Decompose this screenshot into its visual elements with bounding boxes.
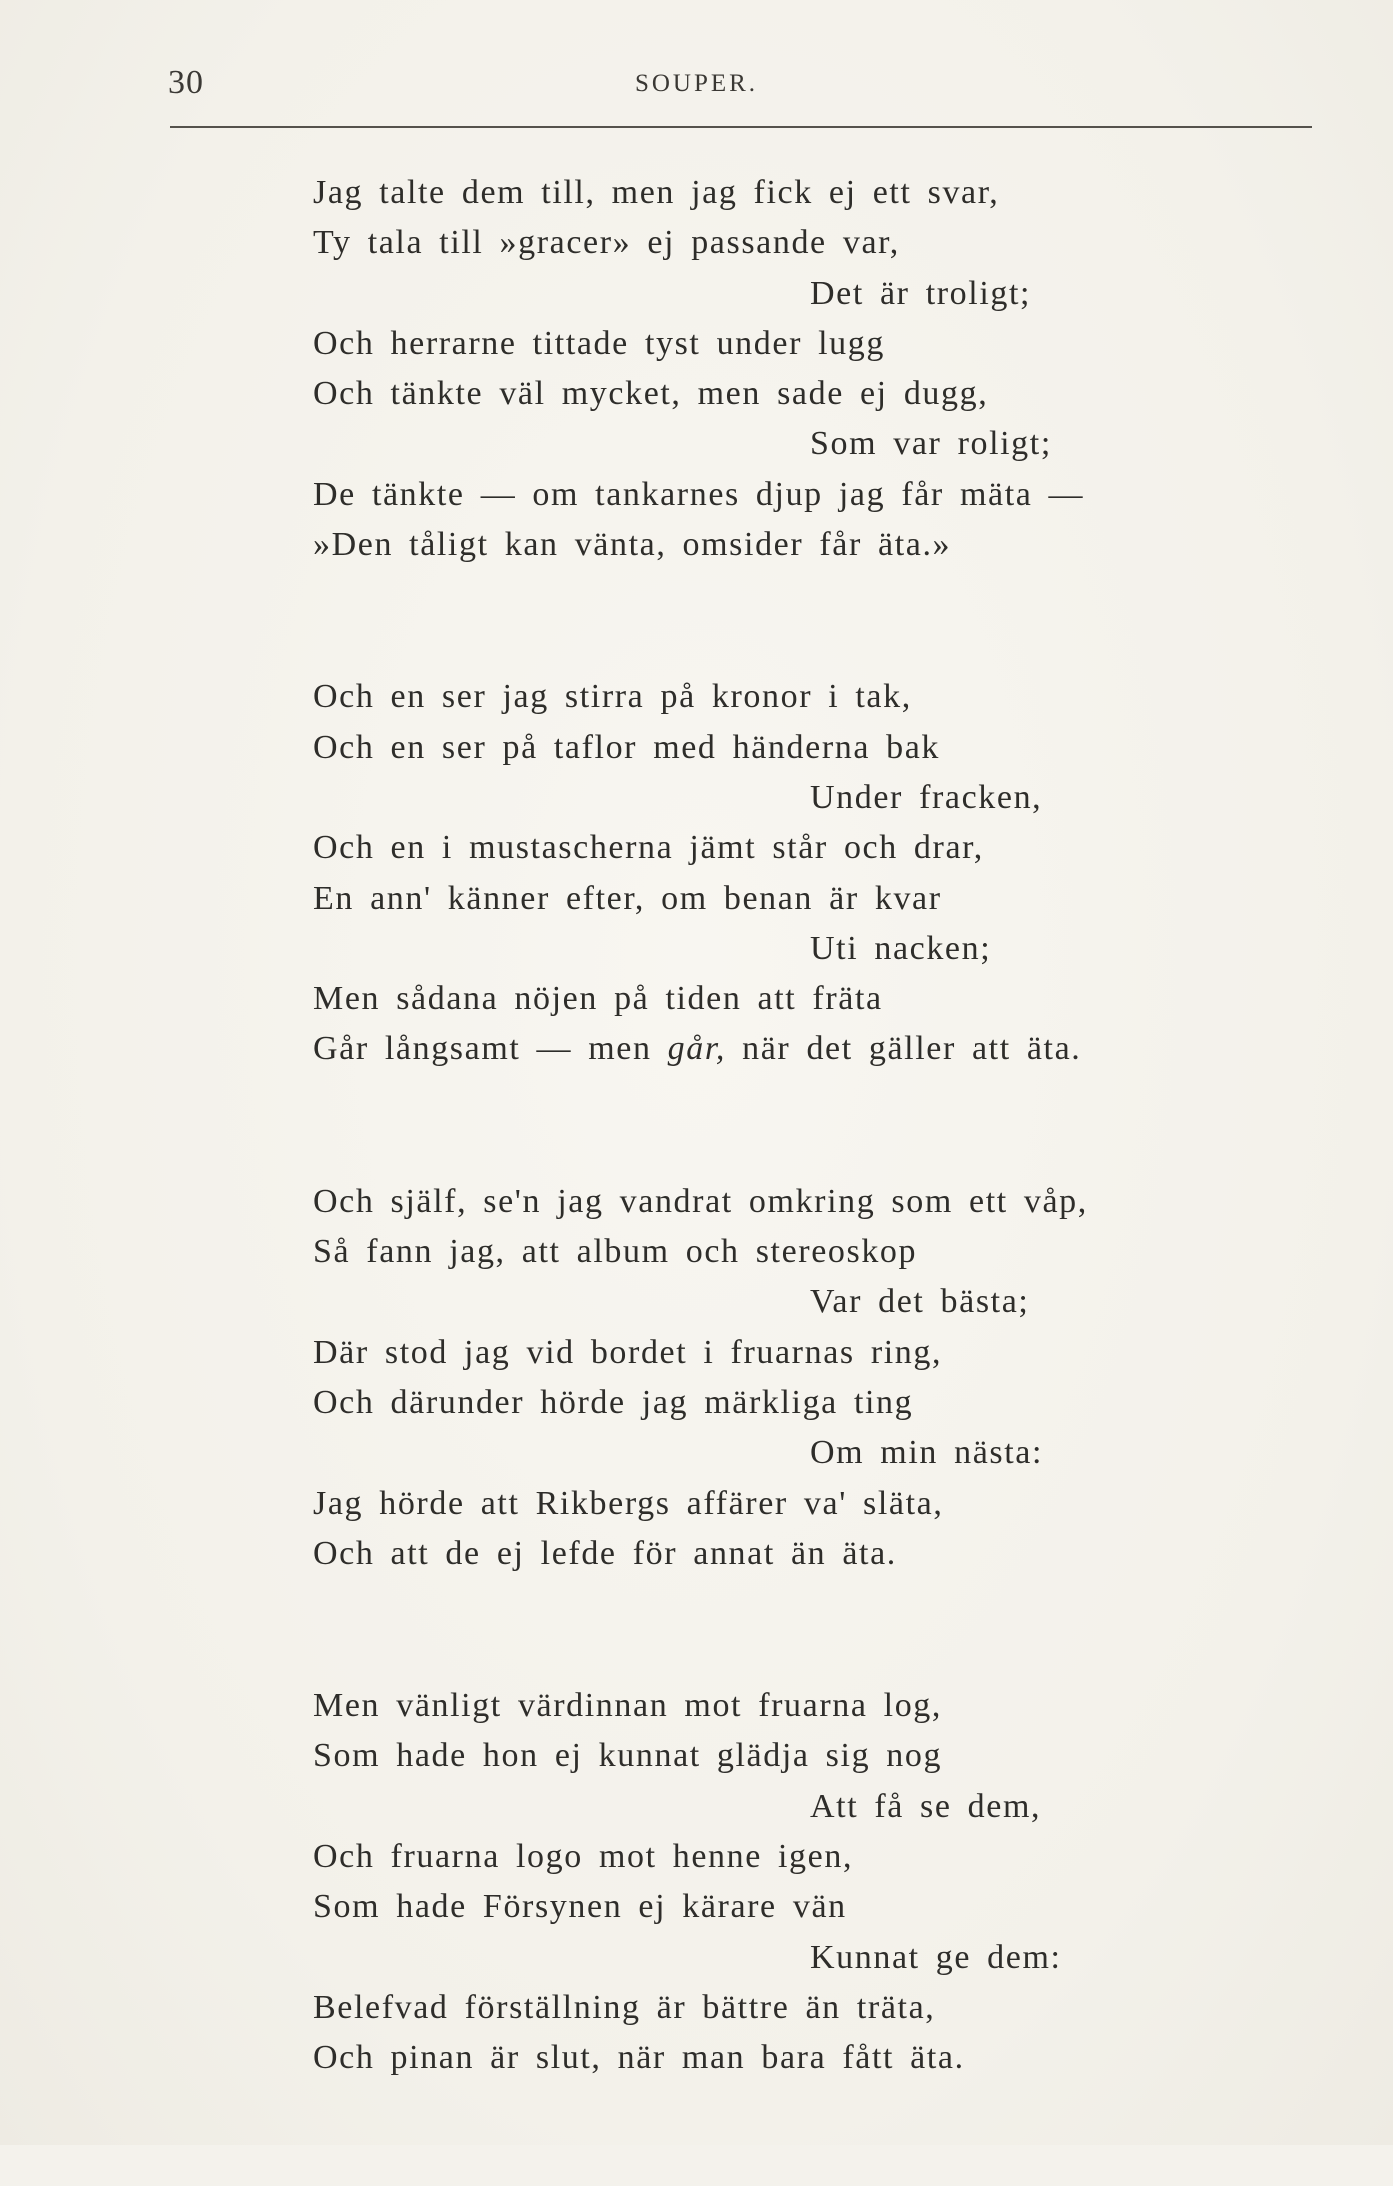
italic-word: går,: [667, 1030, 727, 1068]
verse-line-indented: Kunnat ge dem:: [810, 1938, 1062, 1976]
verse-line-indented: Uti nacken;: [810, 929, 992, 967]
verse-line: Och en i mustascherna jämt står och drar,: [313, 829, 984, 867]
verse-line: Och att de ej lefde för annat än äta.: [313, 1534, 897, 1572]
verse-line: Och pinan är slut, när man bara fått äta.: [313, 2039, 965, 2077]
verse-line-indented: Att få se dem,: [810, 1787, 1042, 1825]
page-number: 30: [168, 64, 204, 101]
verse-fragment: Går långsamt — men: [313, 1030, 668, 1068]
verse-line: Och därunder hörde jag märkliga ting: [313, 1383, 914, 1421]
verse-line: Ty tala till »gracer» ej passande var,: [313, 224, 900, 262]
verse-line: En ann' känner efter, om benan är kvar: [313, 879, 942, 917]
verse-line: De tänkte — om tankarnes djup jag får mäta —: [313, 475, 1085, 513]
verse-line: Och en ser på taflor med händerna bak: [313, 728, 941, 766]
verse-line: Men vänligt värdinnan mot fruarna log,: [313, 1687, 942, 1725]
verse-line: Men sådana nöjen på tiden att fräta: [313, 980, 883, 1018]
verse-line: Och själf, se'n jag vandrat omkring som ett våp,: [313, 1182, 1088, 1220]
verse-line: Jag talte dem till, men jag fick ej ett svar,: [313, 174, 1000, 211]
stanza-1: [313, 168, 1313, 570]
verse-line: Och herrarne tittade tyst under lugg: [313, 324, 885, 362]
verse-line-indented: Om min nästa:: [810, 1434, 1043, 1472]
verse-line-indented: Det är troligt;: [810, 274, 1032, 312]
verse-line: Och en ser jag stirra på kronor i tak,: [313, 678, 912, 716]
verse-line-with-italic: [313, 1024, 1313, 1074]
poem: [313, 168, 1313, 2186]
stanza-2: [313, 672, 1313, 1074]
stanza-3: [313, 1177, 1313, 1579]
verse-line-indented: Som var roligt;: [810, 425, 1052, 463]
verse-line: Som hade hon ej kunnat glädja sig nog: [313, 1737, 943, 1775]
running-title: SOUPER.: [634, 70, 759, 97]
verse-fragment: när det gäller att äta.: [726, 1030, 1082, 1068]
verse-line: Och fruarna logo mot henne igen,: [313, 1838, 854, 1876]
stanza-4: [313, 1681, 1313, 2083]
verse-line: Som hade Försynen ej kärare vän: [313, 1888, 847, 1926]
verse-line: Och tänkte väl mycket, men sade ej dugg,: [313, 375, 989, 413]
verse-line-indented: Under fracken,: [810, 778, 1043, 816]
verse-line: »Den tåligt kan vänta, omsider får äta.»: [313, 526, 952, 564]
verse-line: Så fann jag, att album och stereoskop: [313, 1233, 918, 1271]
verse-line: Belefvad förställning är bättre än träta,: [313, 1988, 936, 2026]
header-rule: [170, 126, 1312, 128]
verse-line: Jag hörde att Rikbergs affärer va' släta,: [313, 1484, 944, 1522]
verse-line: Där stod jag vid bordet i fruarnas ring,: [313, 1333, 943, 1371]
verse-line-indented: Var det bästa;: [810, 1283, 1030, 1321]
